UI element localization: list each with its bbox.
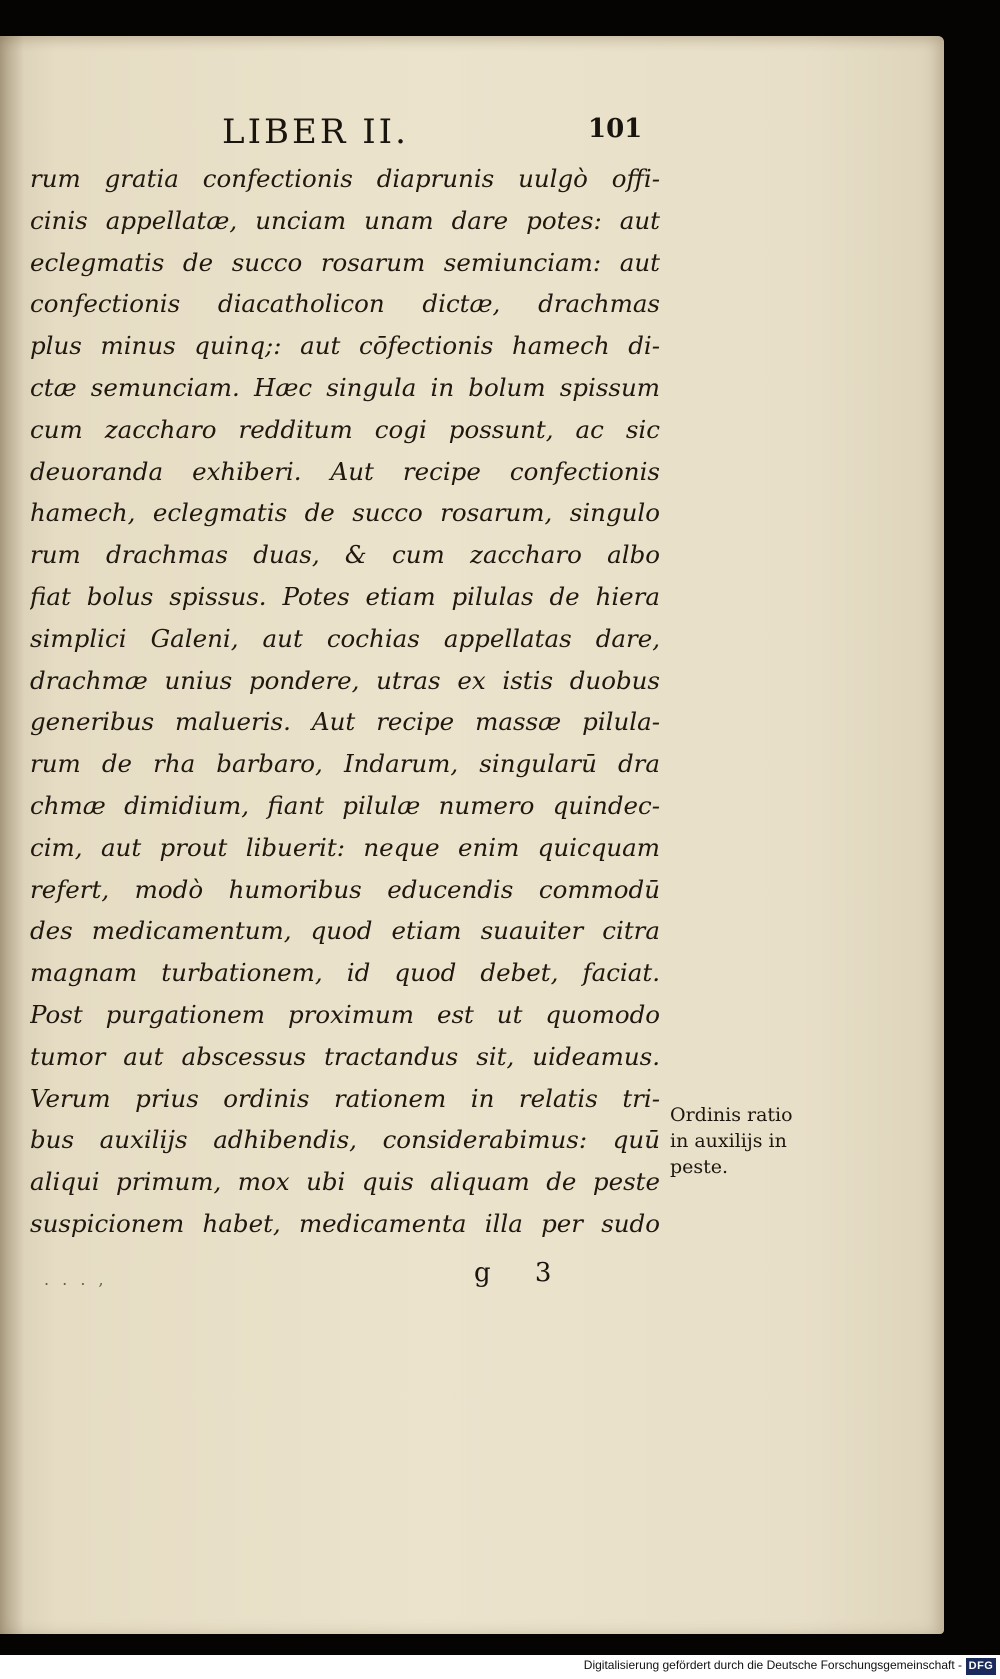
text-line: rum de rha barbaro, Indarum, singularū dra bbox=[30, 749, 660, 779]
text-line: generibus malueris. Aut recipe massæ pilula- bbox=[30, 707, 660, 737]
text-line: tumor aut abscessus tractandus sit, uideamus. bbox=[30, 1041, 660, 1071]
marginal-note-line: Ordinis ratio bbox=[670, 1104, 793, 1126]
text-line: rum gratia confectionis diaprunis uulgò offi- bbox=[30, 164, 660, 193]
signature-mark: g 3 bbox=[474, 1258, 570, 1288]
gutter-shadow bbox=[0, 36, 24, 1634]
text-line: ctæ semunciam. Hæc singula in bolum spissum bbox=[30, 372, 660, 402]
running-title: LIBER II. bbox=[222, 112, 409, 152]
text-line: suspicionem habet, medicamenta illa per sudo bbox=[30, 1208, 660, 1238]
running-head bbox=[0, 112, 944, 152]
text-line: bus auxilijs adhibendis, considerabimus: quū bbox=[30, 1125, 660, 1155]
dfg-logo: DFG bbox=[966, 1658, 996, 1675]
text-line: cim, aut prout libuerit: neque enim quicquam bbox=[30, 832, 660, 862]
body-text bbox=[30, 158, 660, 1245]
text-line: chmæ dimidium, fiant pilulæ numero quindec- bbox=[30, 790, 660, 820]
funding-credit: Digitalisierung gefördert durch die Deutsche Forschungsgemeinschaft - bbox=[583, 1658, 962, 1672]
text-line: fiat bolus spissus. Potes etiam pilulas de hiera bbox=[30, 581, 660, 611]
text-line: Post purgationem proximum est ut quomodo bbox=[30, 999, 660, 1029]
marginal-note-line: in auxilijs in bbox=[670, 1130, 787, 1152]
text-line: Verum prius ordinis rationem in relatis tri- bbox=[30, 1083, 660, 1113]
text-line: confectionis diacatholicon dictæ, drachmas bbox=[30, 289, 660, 319]
text-line: cum zaccharo redditum cogi possunt, ac sic bbox=[30, 414, 660, 444]
text-line: hamech, eclegmatis de succo rosarum, singulo bbox=[30, 498, 660, 528]
text-line: eclegmatis de succo rosarum semiunciam: aut bbox=[30, 247, 660, 277]
text-line: drachmæ unius pondere, utras ex istis duobus bbox=[30, 665, 660, 695]
text-line: des medicamentum, quod etiam suauiter citra bbox=[30, 916, 660, 946]
marginal-note bbox=[670, 1102, 830, 1180]
text-line: refert, modò humoribus educendis commodū bbox=[30, 874, 660, 904]
text-line: rum drachmas duas, & cum zaccharo albo bbox=[30, 540, 660, 570]
page-number: 101 bbox=[588, 114, 643, 144]
marginal-note-line: peste. bbox=[670, 1156, 729, 1178]
ink-smudge: . . . , bbox=[44, 1270, 108, 1289]
text-line: deuoranda exhiberi. Aut recipe confectionis bbox=[30, 456, 660, 486]
text-line: aliqui primum, mox ubi quis aliquam de peste bbox=[30, 1167, 660, 1197]
text-line: magnam turbationem, id quod debet, faciat. bbox=[30, 958, 660, 988]
text-line: plus minus quinq;: aut cōfectionis hamech di- bbox=[30, 331, 660, 361]
text-line: cinis appellatæ, unciam unam dare potes: aut bbox=[30, 205, 660, 235]
text-line: simplici Galeni, aut cochias appellatas dare, bbox=[30, 623, 660, 653]
footer-bar bbox=[0, 1655, 1000, 1679]
